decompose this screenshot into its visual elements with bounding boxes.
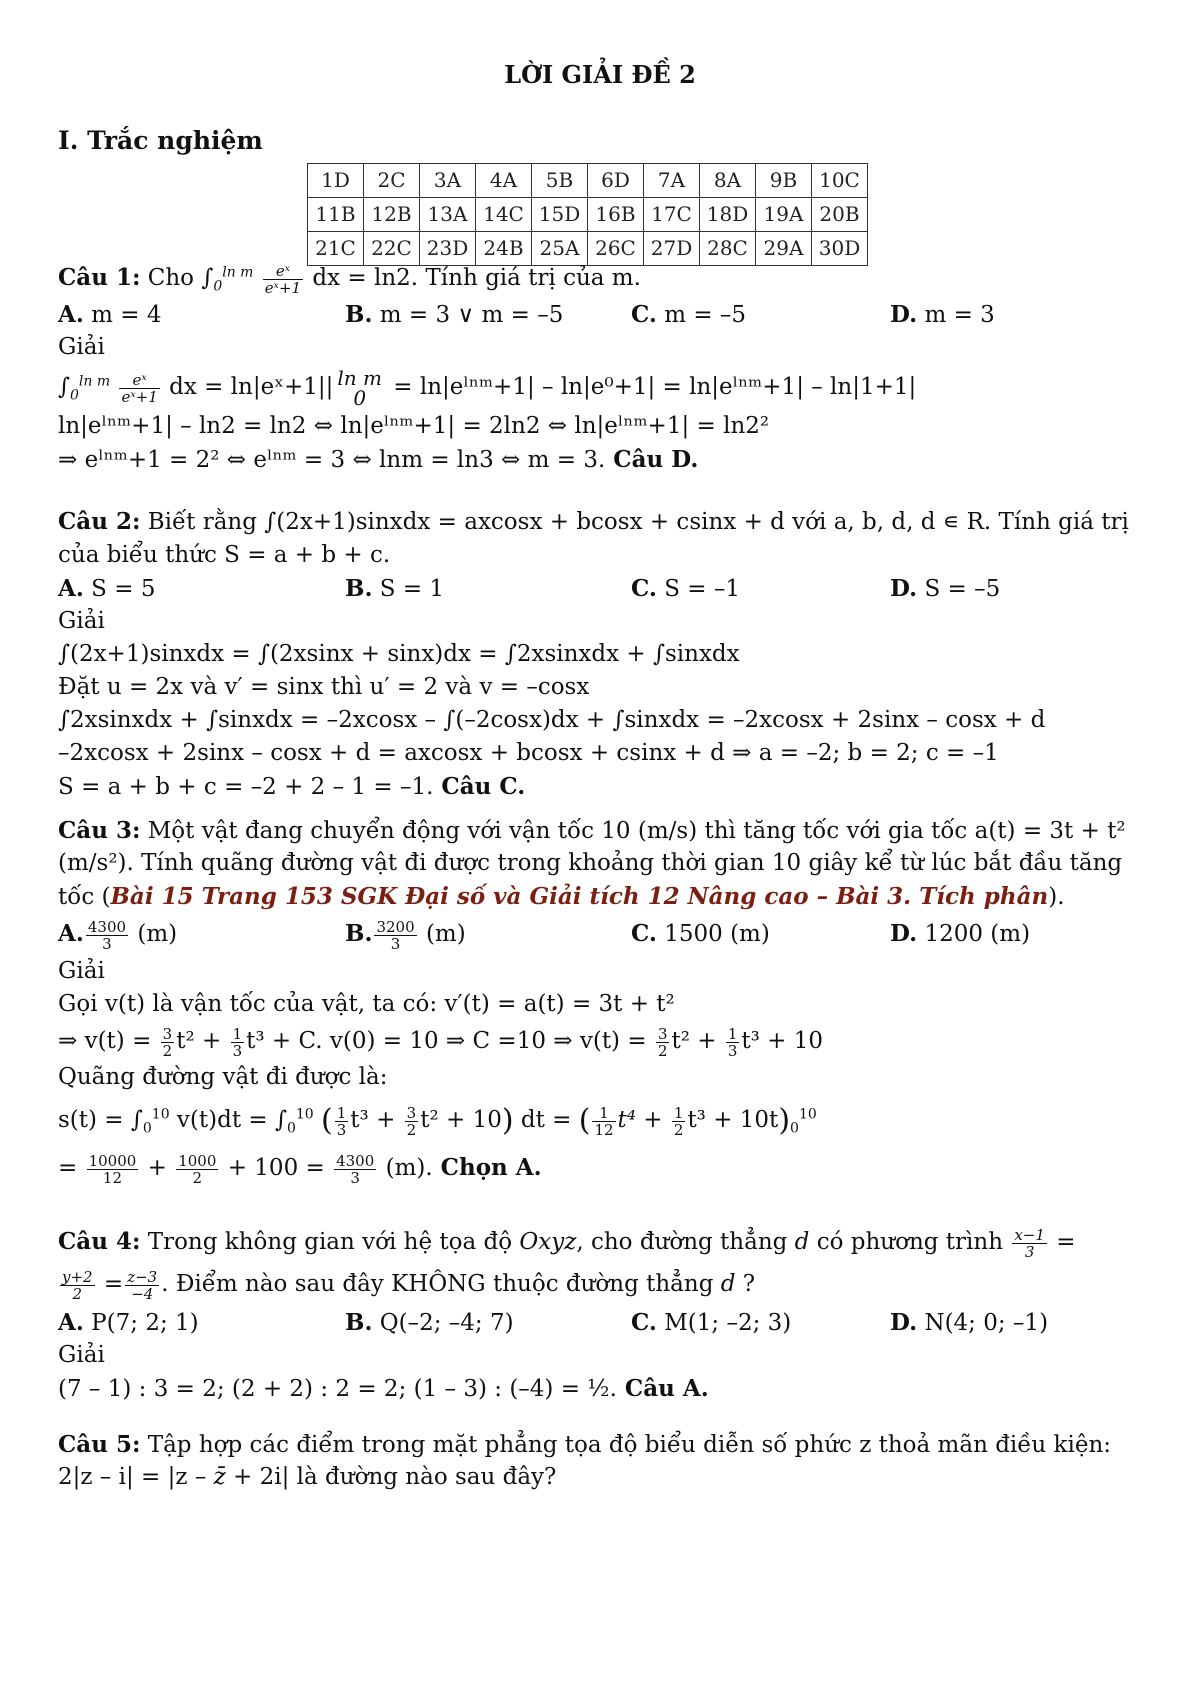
solution-step: ∫(2x+1)sinxdx = ∫(2xsinx + sinx)dx = ∫2xsinxdx + ∫sinxdx	[58, 641, 740, 667]
answer-cell: 15D	[532, 198, 588, 232]
answer-cell: 6D	[588, 164, 644, 198]
answer-cell: 8A	[700, 164, 756, 198]
answer-cell: 27D	[644, 232, 700, 266]
solution-step: Đặt u = 2x và v′ = sinx thì u′ = 2 và v = –cosx	[58, 674, 590, 700]
question-5-prompt: Câu 5: Tập hợp các điểm trong mặt phẳng tọa độ biểu diễn số phức z thoả mãn điều kiện:	[58, 1431, 1112, 1458]
answer-cell: 18D	[700, 198, 756, 232]
option-c: C. S = –1	[631, 575, 741, 602]
option-d: D. m = 3	[890, 301, 995, 328]
question-1-prompt: Câu 1: Cho $\int_0^{ln m}$ $\frac{\text{eˣ}}{\text{eˣ+1}}$ dx = ln2. Tính giá trị của m.	[58, 261, 641, 297]
solution-step: (7 – 1) : 3 = 2; (2 + 2) : 2 = 2; (1 – 3) : (–4) = ½. Câu A.	[58, 1375, 709, 1402]
answer-key-table	[307, 163, 868, 266]
question-4-prompt-line: $\frac{y+2}{2}$ = $\frac{z-3}{-4}$ . Điểm nào sau đây KHÔNG thuộc đường thẳng d ?	[62, 1267, 756, 1303]
answer-cell: 20B	[812, 198, 868, 232]
answer-cell: 5B	[532, 164, 588, 198]
answer-row	[308, 198, 868, 232]
solution-label: Giải	[58, 334, 105, 360]
question-1-options	[58, 298, 1150, 331]
question-5	[58, 1428, 1150, 1494]
option-c: C. m = –5	[631, 301, 747, 328]
question-3	[58, 814, 1150, 1190]
answer-cell: 26C	[588, 232, 644, 266]
option-c: C. 1500 (m)	[631, 920, 770, 947]
answer-row	[308, 164, 868, 198]
answer-cell: 22C	[364, 232, 420, 266]
question-4-options	[58, 1306, 1150, 1339]
answer-cell: 3A	[420, 164, 476, 198]
fraction: $\frac{\text{eˣ}}{\text{eˣ+1}}$	[264, 261, 302, 297]
solution-label: Giải	[58, 608, 105, 634]
option-b: B. S = 1	[345, 575, 445, 602]
solution-step: $\int_0^{ln m}$ $\frac{\text{eˣ}}{\text{eˣ+1}}$ dx = ln|eˣ+1|| ln m 0 = ln|eˡⁿᵐ+1| – ln|e⁰+1| = ln|eˡⁿᵐ+1| – ln|1+1|	[58, 366, 917, 410]
answer-cell: 17C	[644, 198, 700, 232]
answer-cell: 24B	[476, 232, 532, 266]
answer-cell: 2C	[364, 164, 420, 198]
option-d: D. N(4; 0; –1)	[890, 1309, 1049, 1336]
answer-cell: 9B	[756, 164, 812, 198]
solution-step: ⇒ eˡⁿᵐ+1 = 2² ⇔ eˡⁿᵐ = 3 ⇔ lnm = ln3 ⇔ m = 3. Câu D.	[58, 446, 699, 473]
answer-cell: 16B	[588, 198, 644, 232]
solution-step: Gọi v(t) là vận tốc của vật, ta có: v′(t) = a(t) = 3t + t²	[58, 991, 675, 1017]
answer-cell: 21C	[308, 232, 364, 266]
question-3-prompt: Câu 3: Một vật đang chuyển động với vận tốc 10 (m/s) thì tăng tốc với gia tốc a(t) = 3t + t²	[58, 817, 1126, 844]
question-2	[58, 505, 1150, 803]
section-heading: I. Trắc nghiệm	[58, 126, 263, 155]
solution-step: ⇒ v(t) = $\frac{3}{2}$ t² + $\frac{1}{3}$ t³ + C. v(0) = 10 ⇒ C =10 ⇒ v(t) = $\frac{3}{2}$ t² + $\frac{1}{3}$ t³ + 10	[58, 1024, 824, 1060]
solution-step: S = a + b + c = –2 + 2 – 1 = –1. Câu C.	[58, 773, 526, 800]
solution-label: Giải	[58, 958, 105, 984]
question-3-prompt-line: tốc (Bài 15 Trang 153 SGK Đại số và Giải tích 12 Nâng cao – Bài 3. Tích phân).	[58, 883, 1065, 910]
answer-cell: 19A	[756, 198, 812, 232]
solution-step: ∫2xsinxdx + ∫sinxdx = –2xcosx – ∫(–2cosx)dx + ∫sinxdx = –2xcosx + 2sinx – cosx + d	[58, 707, 1046, 733]
answer-cell: 29A	[756, 232, 812, 266]
answer-cell: 14C	[476, 198, 532, 232]
solution-step: –2xcosx + 2sinx – cosx + d = axcosx + bcosx + csinx + d ⇒ a = –2; b = 2; c = –1	[58, 740, 999, 766]
question-2-prompt: Câu 2: Biết rằng ∫(2x+1)sinxdx = axcosx + bcosx + csinx + d với a, b, d, d ∊ R. Tính giá trị của biểu thức S = a + b + c.	[58, 508, 1129, 568]
option-b: B. $\frac{3200}{3}$ (m)	[345, 917, 466, 953]
question-2-options	[58, 572, 1150, 605]
answer-cell: 11B	[308, 198, 364, 232]
option-d: D. 1200 (m)	[890, 920, 1031, 947]
option-d: D. S = –5	[890, 575, 1001, 602]
option-c: C. M(1; –2; 3)	[631, 1309, 792, 1336]
textbook-reference: Bài 15 Trang 153 SGK Đại số và Giải tích 12 Nâng cao – Bài 3. Tích phân	[110, 883, 1049, 910]
page-title: LỜI GIẢI ĐỀ 2	[504, 60, 696, 89]
answer-cell: 10C	[812, 164, 868, 198]
answer-cell: 12B	[364, 198, 420, 232]
question-4	[58, 1222, 1150, 1405]
option-a: A. $\frac{4300}{3}$ (m)	[58, 917, 178, 953]
question-5-prompt-line: 2|z – i| = |z – z̄ + 2i| là đường nào sau đây?	[58, 1464, 557, 1490]
answer-cell: 7A	[644, 164, 700, 198]
solution-step: = $\frac{10000}{12}$ + $\frac{1000}{2}$ + 100 = $\frac{4300}{3}$ (m). Chọn A.	[58, 1151, 542, 1187]
option-a: A. m = 4	[58, 301, 162, 328]
answer-cell: 4A	[476, 164, 532, 198]
question-3-prompt-line: (m/s²). Tính quãng đường vật đi được trong khoảng thời gian 10 giây kể từ lúc bắt đầu tăng	[58, 850, 1123, 876]
option-b: B. m = 3 ∨ m = –5	[345, 301, 564, 328]
question-3-options	[58, 913, 1150, 955]
option-a: A. P(7; 2; 1)	[58, 1309, 199, 1336]
solution-step: ln|eˡⁿᵐ+1| – ln2 = ln2 ⇔ ln|eˡⁿᵐ+1| = 2ln2 ⇔ ln|eˡⁿᵐ+1| = ln2²	[58, 413, 770, 439]
option-b: B. Q(–2; –4; 7)	[345, 1309, 514, 1336]
question-1	[58, 258, 1150, 476]
answer-cell: 23D	[420, 232, 476, 266]
solution-step: $s(t) = \int_0^{10}$ $v(t)dt = \int_0^{10}$ ( $\frac{1}{3}$ t³ + $\frac{3}{2}$ t² + 10) dt = ( $\frac{1}{12}$ t⁴ + $\frac{1}{2}$ $t^3 + 10t)_0^{10}$	[58, 1103, 817, 1139]
answer-cell: 1D	[308, 164, 364, 198]
solution-step: Quãng đường vật đi được là:	[58, 1064, 388, 1090]
answer-cell: 28C	[700, 232, 756, 266]
solution-label: Giải	[58, 1342, 105, 1368]
option-a: A. S = 5	[58, 575, 156, 602]
answer-cell: 30D	[812, 232, 868, 266]
question-4-prompt: Câu 4: Trong không gian với hệ tọa độ Oxyz, cho đường thẳng d có phương trình $\frac{x-1}{3}$ =	[58, 1225, 1076, 1261]
answer-cell: 25A	[532, 232, 588, 266]
answer-cell: 13A	[420, 198, 476, 232]
